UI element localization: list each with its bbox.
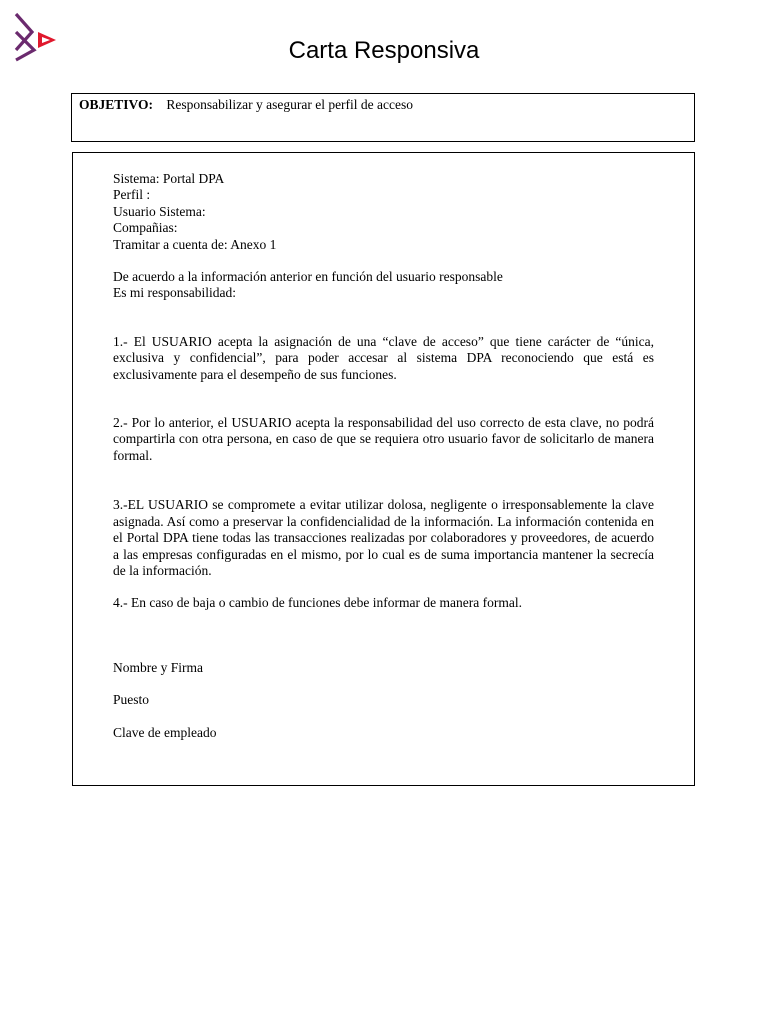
objective-label: OBJETIVO: — [79, 97, 153, 112]
fields-block — [113, 171, 654, 253]
signature-position-label: Puesto — [113, 692, 150, 708]
intro-block — [113, 269, 654, 302]
signature-employee-id-label: Clave de empleado — [113, 724, 217, 740]
clause-4: 4.- En caso de baja o cambio de funciones debe informar de manera formal. — [113, 595, 522, 611]
intro-line-1: De acuerdo a la información anterior en función del usuario responsable — [113, 269, 503, 285]
objective-box — [71, 93, 695, 142]
field-companias: Compañias: — [113, 220, 178, 236]
field-tramitar-cuenta: Tramitar a cuenta de: Anexo 1 — [113, 236, 277, 252]
document-title: Carta Responsiva — [288, 37, 480, 64]
clause-2: 2.- Por lo anterior, el USUARIO acepta la responsabilidad del uso correcto de esta clave, no podrá compartirla con otra persona, en caso de que se requiera otro usuario favor de solicitarlo de manera formal. — [113, 415, 654, 463]
objective-text: Responsabilizar y asegurar el perfil de acceso — [166, 97, 414, 112]
intro-line-2: Es mi responsabilidad: — [113, 285, 236, 301]
letter-body — [72, 152, 695, 786]
field-usuario-sistema: Usuario Sistema: — [113, 203, 206, 219]
clause-3: 3.-EL USUARIO se compromete a evitar utilizar dolosa, negligente o irresponsablemente la clave asignada. Así como a preservar la confidencialidad de la información. La información contenida en el Portal DPA tiene todas las transacciones realizadas por colaboradores y proveedores, de acuerdo a las empresas configuradas en el mismo, por lo cual es de suma importancia mantener la secrecía de la información. — [113, 497, 654, 578]
clause-1: 1.- El USUARIO acepta la asignación de una “clave de acceso” que tiene carácter de “única, exclusiva y confidencial”, para poder accesar al sistema DPA reconociendo que está es exclusivamente para el desempeño de sus funciones. — [113, 333, 654, 382]
signature-name-label: Nombre y Firma — [113, 659, 203, 675]
field-sistema: Sistema: Portal DPA — [113, 171, 225, 186]
field-perfil: Perfil : — [113, 187, 151, 203]
